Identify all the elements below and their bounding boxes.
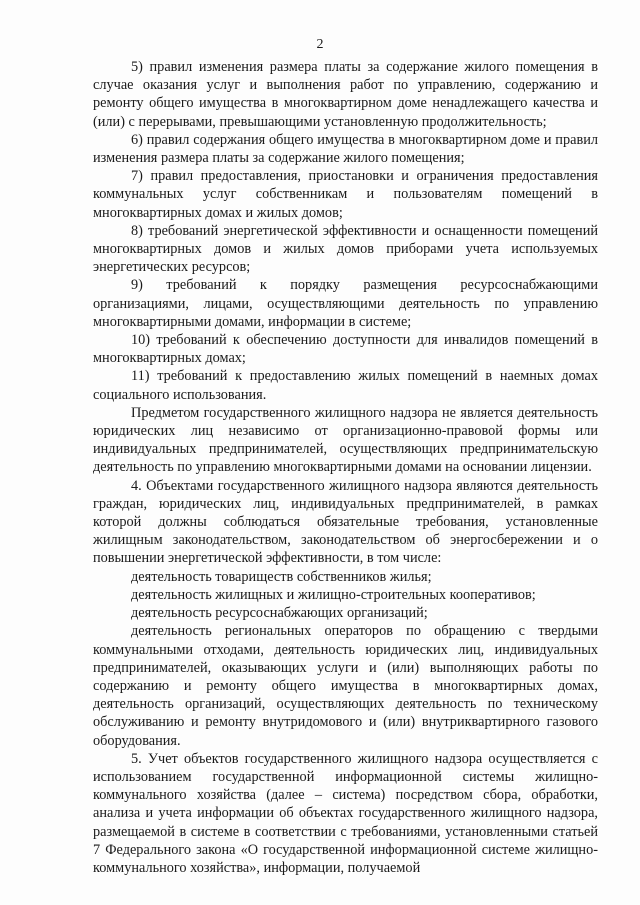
paragraph-subject-exclusion: Предметом государственного жилищного надзора не является деятельность юридических лиц независимо от организационно-правовой формы или индивидуальных предпринимателей, осуществляющих предпринимательскую деятельность по управлению многоквартирными домами на основании лицензии. (93, 404, 598, 476)
paragraph-item-11: 11) требований к предоставлению жилых помещений в наемных домах социального использования. (93, 368, 598, 403)
paragraph-cooperatives-activity: деятельность жилищных и жилищно-строительных кооперативов; (131, 586, 536, 603)
paragraph-section-4: 4. Объектами государственного жилищного надзора являются деятельность граждан, юридических лиц, индивидуальных предпринимателей, в рамках которой должны соблюдаться обязательные требования, установленные жилищным законодательством, законодательством об энергосбережении и о повышении энергетической эффективности, в том числе: (93, 477, 598, 567)
paragraph-item-8: 8) требований энергетической эффективности и оснащенности помещений многоквартирных домов и жилых домов приборами учета используемых энергетических ресурсов; (93, 222, 598, 276)
paragraph-item-7: 7) правил предоставления, приостановки и ограничения предоставления коммунальных услуг собственникам и пользователям помещений в многоквартирных домах и жилых домов; (93, 168, 598, 221)
paragraph-item-5: 5) правил изменения размера платы за содержание жилого помещения в случае оказания услуг и выполнения работ по управлению, содержанию и ремонту общего имущества в многоквартирном доме ненадлежащего качества и (или) с перерывами, превышающими установленную продолжительность; (93, 59, 598, 130)
paragraph-section-5: 5. Учет объектов государственного жилищного надзора осуществляется с использованием государственной информационной системы жилищно-коммунального хозяйства (далее – система) посредством сбора, обработки, анализа и учета информации об объектах государственного жилищного надзора, размещаемой в системе в соответствии с требованиями, установленными статьей 7 Федерального закона «О государственной информационной системе жилищно-коммунального хозяйства», информации, получаемой (93, 750, 598, 876)
paragraph-hoa-activity: деятельность товариществ собственников жилья; (131, 568, 432, 585)
page-number: 2 (316, 37, 324, 52)
paragraph-resource-suppliers-activity: деятельность ресурсоснабжающих организаций; (131, 605, 428, 622)
paragraph-item-6: 6) правил содержания общего имущества в многоквартирном доме и правил изменения размера платы за содержание жилого помещения; (93, 131, 598, 167)
paragraph-regional-operators-activity: деятельность региональных операторов по обращению с твердыми коммунальными отходами, деятельность юридических лиц, индивидуальных предпринимателей, оказывающих услуги и (или) выполняющих работы по содержанию и ремонту общего имущества в многоквартирных домах, деятельность организаций, осуществляющих деятельность по техническому обслуживанию и ремонту внутридомового и (или) внутриквартирного газового оборудования. (93, 623, 598, 749)
document-body (93, 58, 598, 877)
paragraph-item-9: 9) требований к порядку размещения ресурсоснабжающими организациями, лицами, осуществляющими деятельность по управлению многоквартирными домами, информации в системе; (93, 277, 598, 330)
paragraph-item-10: 10) требований к обеспечению доступности для инвалидов помещений в многоквартирных домах; (93, 332, 598, 367)
